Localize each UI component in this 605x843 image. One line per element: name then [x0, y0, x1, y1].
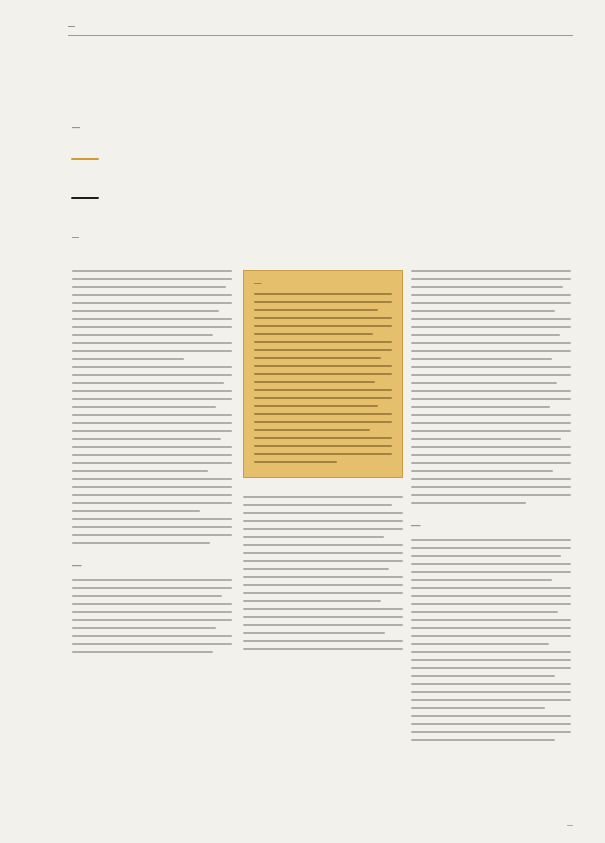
text-column-3	[411, 270, 571, 747]
article-title-line1: —	[70, 140, 100, 175]
header-rule	[68, 35, 573, 36]
section-header: —	[68, 23, 76, 30]
text-column-1	[72, 270, 232, 659]
text-column-2	[243, 270, 403, 656]
article-eyebrow: —	[72, 123, 80, 132]
article-title-line2: —	[70, 179, 100, 214]
highlight-box	[243, 270, 403, 478]
highlight-kicker: —	[254, 278, 262, 287]
page-footer: —	[567, 823, 573, 829]
article-authors: —	[72, 234, 79, 241]
section-heading: —	[411, 520, 421, 531]
section-heading: —	[72, 560, 82, 571]
